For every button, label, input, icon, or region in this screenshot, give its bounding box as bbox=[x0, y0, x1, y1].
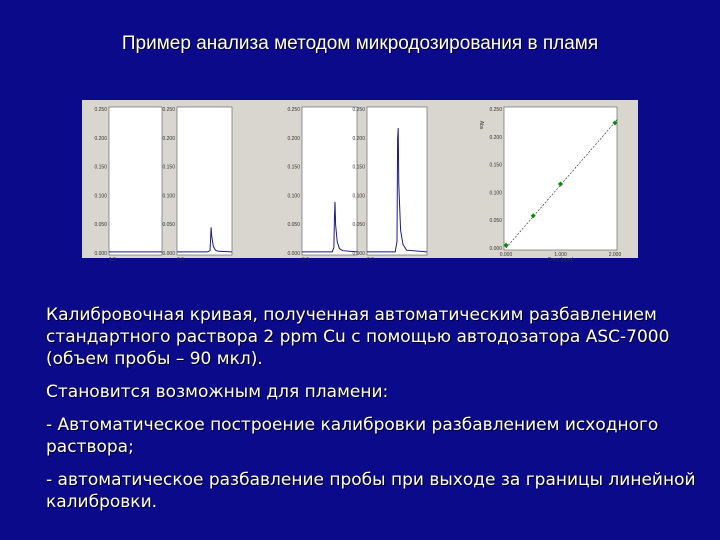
panel-2-ytick-label: 0.050 bbox=[162, 222, 175, 229]
panel-2-xtick-label: 0.0 bbox=[177, 257, 184, 263]
calibration-ylabel: Abs bbox=[478, 120, 484, 130]
body-text bbox=[46, 304, 696, 524]
calibration-ytick-label: 0.000 bbox=[489, 246, 502, 252]
calibration-ytick-label: 0.150 bbox=[489, 162, 502, 169]
calibration-xtick-label: 0.000 bbox=[499, 252, 513, 258]
panel-3-ytick-label: 0.000 bbox=[287, 251, 300, 257]
panel-2-ytick-label: 0.200 bbox=[162, 135, 175, 142]
chart-figure bbox=[82, 100, 638, 263]
panel-1-ytick-label: 0.200 bbox=[94, 135, 107, 142]
panel-1-ytick-label: 0.150 bbox=[94, 164, 107, 171]
calibration-ytick-label: 0.100 bbox=[489, 190, 502, 197]
panel-4-xtick-label: 0.0 bbox=[367, 257, 374, 263]
panel-3-plot-area bbox=[302, 107, 357, 255]
panel-3-ytick-label: 0.050 bbox=[287, 222, 300, 229]
calibration-ytick-label: 0.200 bbox=[489, 134, 502, 141]
slide-title: Пример анализа методом микродозирования в пламя bbox=[121, 33, 599, 54]
calibration-xtick-label: 1.000 bbox=[554, 252, 567, 258]
panel-3-ytick-label: 0.100 bbox=[287, 193, 300, 200]
panel-2-plot-area bbox=[177, 107, 232, 255]
panel-3-ytick-label: 0.200 bbox=[287, 135, 300, 142]
panel-4-ytick-label: 0.200 bbox=[352, 135, 365, 142]
panel-1-xtick-label: 1.0 bbox=[109, 257, 116, 263]
panel-1-ytick-label: 0.000 bbox=[94, 251, 107, 257]
panel-4-ytick-label: 0.050 bbox=[352, 222, 365, 229]
calibration-xlabel: Conc (ppm) bbox=[547, 257, 574, 263]
panel-2-ytick-label: 0.100 bbox=[162, 193, 175, 200]
calibration-plot-area bbox=[504, 107, 617, 250]
panel-4-ytick-label: 0.000 bbox=[352, 251, 365, 257]
calibration-ytick-label: 0.250 bbox=[489, 107, 502, 113]
chart-svg bbox=[82, 100, 638, 263]
panel-3-ytick-label: 0.250 bbox=[287, 107, 300, 113]
panel-4-ytick-label: 0.250 bbox=[352, 107, 365, 113]
panel-2-ytick-label: 0.150 bbox=[162, 164, 175, 171]
paragraph-calibration: Калибровочная кривая, полученная автоматическим разбавлением стандартного раствора 2 ppm Cu с помощью автодозатора ASC-7000 (объем пробы – 90 мкл). bbox=[46, 305, 670, 369]
paragraph-auto-dilution: - автоматическое разбавление пробы при выходе за границы линейной калибровки. bbox=[46, 470, 696, 512]
panel-4-ytick-label: 0.100 bbox=[352, 193, 365, 200]
panel-1-ytick-label: 0.100 bbox=[94, 193, 107, 200]
panel-3-ytick-label: 0.150 bbox=[287, 164, 300, 171]
panel-4-ytick-label: 0.150 bbox=[352, 164, 365, 171]
calibration-ytick-label: 0.050 bbox=[489, 218, 502, 225]
panel-1-plot-area bbox=[109, 107, 162, 255]
panel-2-ytick-label: 0.000 bbox=[162, 251, 175, 257]
panel-3-xtick-label: 0.0 bbox=[302, 257, 309, 263]
calibration-xtick-label: 2.000 bbox=[608, 252, 622, 258]
panel-1-ytick-label: 0.050 bbox=[94, 222, 107, 229]
paragraph-auto-calibration: - Автоматическое построение калибровки разбавлением исходного раствора; bbox=[46, 415, 659, 457]
panel-1-ytick-label: 0.250 bbox=[94, 107, 107, 113]
paragraph-possible: Становится возможным для пламени: bbox=[46, 382, 389, 402]
panel-2-ytick-label: 0.250 bbox=[162, 107, 175, 113]
